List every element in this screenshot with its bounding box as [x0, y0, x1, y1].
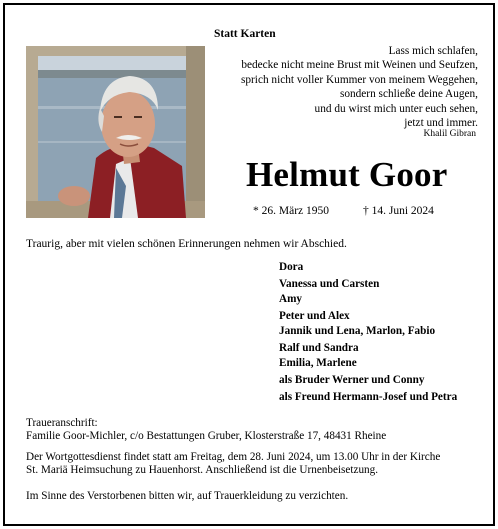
mourners-list	[279, 260, 457, 407]
mourner-line: Peter und Alex	[279, 310, 350, 322]
mourner-line: Emilia, Marlene	[279, 357, 357, 369]
poem-line: Lass mich schlafen,	[388, 45, 478, 57]
poem-line: jetzt und immer.	[404, 117, 478, 130]
mourner-group	[279, 309, 457, 339]
mourner-group	[279, 390, 457, 405]
mourner-group	[279, 341, 457, 371]
birth-date: * 26. März 1950	[253, 205, 330, 217]
mourner-line: Jannik und Lena, Marlon, Fabio	[279, 325, 436, 337]
address-block	[26, 417, 386, 444]
mourner-line: Amy	[279, 293, 302, 305]
poem-line: und du wirst mich unter euch sehen,	[314, 102, 478, 115]
deceased-name: Helmut Goor	[246, 155, 448, 194]
statt-karten-heading: Statt Karten	[214, 28, 276, 40]
mourner-line: als Bruder Werner und Conny	[279, 374, 425, 386]
closing-note: Im Sinne des Verstorbenen bitten wir, auf Trauerkleidung zu verzichten.	[26, 490, 349, 502]
poem-author: Khalil Gibran	[423, 129, 476, 139]
address-label: Traueranschrift:	[26, 417, 98, 429]
mourner-group	[279, 260, 457, 275]
mourner-line: Ralf und Sandra	[279, 342, 359, 354]
mourner-group	[279, 373, 457, 388]
poem-line: bedecke nicht meine Brust mit Weinen und Seufzen,	[241, 59, 478, 72]
death-date: † 14. Juni 2024	[363, 205, 434, 217]
poem-line: sprich nicht voller Kummer von meinem Weggehen,	[241, 73, 478, 86]
service-info	[26, 451, 440, 478]
service-line: Der Wortgottesdienst findet statt am Freitag, dem 28. Juni 2024, um 13.00 Uhr in der Kirche	[26, 451, 441, 463]
poem-line: sondern schließe deine Augen,	[339, 88, 478, 101]
service-line: St. Mariä Heimsuchung zu Hauenhorst. Anschließend ist die Urnenbeisetzung.	[26, 464, 379, 477]
mourner-group	[279, 277, 457, 307]
mourner-line: Dora	[279, 261, 304, 273]
farewell-intro: Traurig, aber mit vielen schönen Erinnerungen nehmen wir Abschied.	[26, 238, 347, 250]
address-value: Familie Goor-Michler, c/o Bestattungen Gruber, Klosterstraße 17, 48431 Rheine	[26, 430, 387, 443]
poem	[178, 44, 478, 130]
mourner-line: Vanessa und Carsten	[279, 278, 380, 290]
mourner-line: als Freund Hermann-Josef und Petra	[279, 391, 458, 403]
